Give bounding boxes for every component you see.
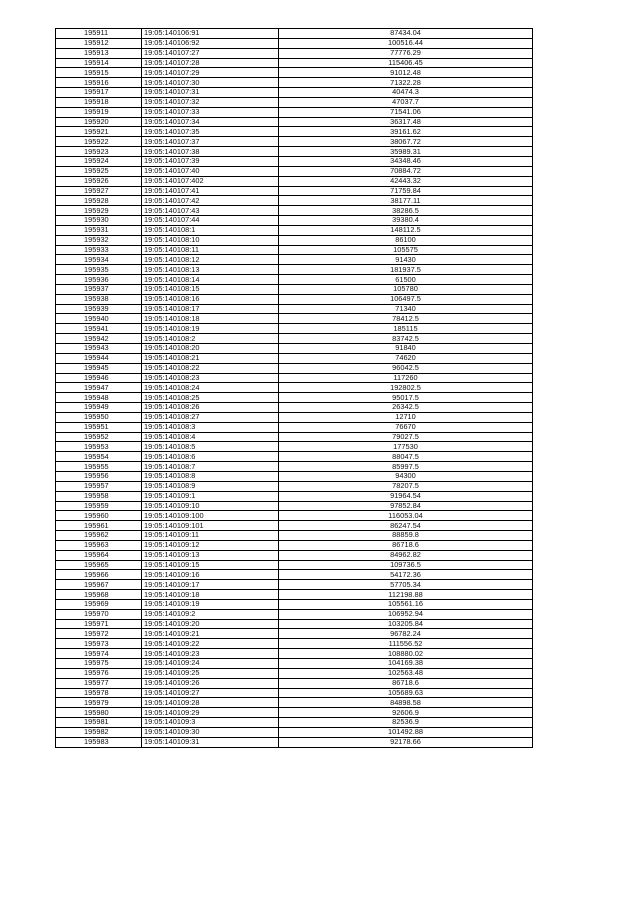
value-cell: 34348.46: [279, 156, 533, 166]
cadastral-number-cell: 19:05:140109:2: [142, 609, 279, 619]
value-cell: 76670: [279, 422, 533, 432]
row-id-cell: 195932: [56, 235, 142, 245]
row-id-cell: 195913: [56, 48, 142, 58]
row-id-cell: 195983: [56, 737, 142, 747]
table-row: [56, 718, 533, 728]
value-cell: 86718.6: [279, 678, 533, 688]
cadastral-number-cell: 19:05:140107:39: [142, 156, 279, 166]
value-cell: 71340: [279, 304, 533, 314]
row-id-cell: 195929: [56, 206, 142, 216]
cadastral-number-cell: 19:05:140109:12: [142, 540, 279, 550]
value-cell: 86718.6: [279, 540, 533, 550]
cadastral-number-cell: 19:05:140108:5: [142, 442, 279, 452]
value-cell: 40474.3: [279, 88, 533, 98]
table-row: [56, 206, 533, 216]
data-table: [55, 28, 533, 748]
cadastral-number-cell: 19:05:140107:32: [142, 97, 279, 107]
cadastral-number-cell: 19:05:140109:17: [142, 580, 279, 590]
value-cell: 71759.84: [279, 186, 533, 196]
cadastral-number-cell: 19:05:140108:3: [142, 422, 279, 432]
cadastral-number-cell: 19:05:140107:34: [142, 117, 279, 127]
table-row: [56, 78, 533, 88]
table-row: [56, 570, 533, 580]
table-row: [56, 176, 533, 186]
cadastral-number-cell: 19:05:140107:37: [142, 137, 279, 147]
row-id-cell: 195938: [56, 294, 142, 304]
table-row: [56, 137, 533, 147]
cadastral-number-cell: 19:05:140106:91: [142, 29, 279, 39]
cadastral-number-cell: 19:05:140109:23: [142, 649, 279, 659]
row-id-cell: 195948: [56, 393, 142, 403]
row-id-cell: 195970: [56, 609, 142, 619]
row-id-cell: 195912: [56, 38, 142, 48]
cadastral-number-cell: 19:05:140108:25: [142, 393, 279, 403]
cadastral-number-cell: 19:05:140108:6: [142, 452, 279, 462]
cadastral-number-cell: 19:05:140107:40: [142, 166, 279, 176]
table-row: [56, 245, 533, 255]
table-row: [56, 668, 533, 678]
value-cell: 116053.04: [279, 511, 533, 521]
row-id-cell: 195920: [56, 117, 142, 127]
cadastral-number-cell: 19:05:140109:29: [142, 708, 279, 718]
table-row: [56, 235, 533, 245]
value-cell: 84962.82: [279, 550, 533, 560]
table-row: [56, 393, 533, 403]
cadastral-number-cell: 19:05:140108:21: [142, 353, 279, 363]
cadastral-number-cell: 19:05:140107:42: [142, 196, 279, 206]
value-cell: 38286.5: [279, 206, 533, 216]
cadastral-number-cell: 19:05:140107:27: [142, 48, 279, 58]
row-id-cell: 195930: [56, 216, 142, 226]
cadastral-number-cell: 19:05:140108:20: [142, 344, 279, 354]
value-cell: 103205.84: [279, 619, 533, 629]
table-row: [56, 550, 533, 560]
row-id-cell: 195919: [56, 107, 142, 117]
value-cell: 177530: [279, 442, 533, 452]
value-cell: 91964.54: [279, 491, 533, 501]
row-id-cell: 195927: [56, 186, 142, 196]
cadastral-number-cell: 19:05:140108:13: [142, 265, 279, 275]
cadastral-number-cell: 19:05:140108:24: [142, 383, 279, 393]
table-row: [56, 225, 533, 235]
table-row: [56, 166, 533, 176]
table-row: [56, 265, 533, 275]
table-body: [56, 29, 533, 748]
row-id-cell: 195960: [56, 511, 142, 521]
row-id-cell: 195969: [56, 599, 142, 609]
value-cell: 38067.72: [279, 137, 533, 147]
cadastral-number-cell: 19:05:140107:30: [142, 78, 279, 88]
table-row: [56, 344, 533, 354]
cadastral-number-cell: 19:05:140109:16: [142, 570, 279, 580]
row-id-cell: 195953: [56, 442, 142, 452]
row-id-cell: 195934: [56, 255, 142, 265]
table-row: [56, 609, 533, 619]
table-row: [56, 698, 533, 708]
value-cell: 95017.5: [279, 393, 533, 403]
cadastral-number-cell: 19:05:140108:27: [142, 412, 279, 422]
table-row: [56, 727, 533, 737]
cadastral-number-cell: 19:05:140109:11: [142, 531, 279, 541]
value-cell: 106952.94: [279, 609, 533, 619]
value-cell: 97852.84: [279, 501, 533, 511]
value-cell: 111556.52: [279, 639, 533, 649]
table-row: [56, 314, 533, 324]
cadastral-number-cell: 19:05:140107:44: [142, 216, 279, 226]
table-row: [56, 521, 533, 531]
row-id-cell: 195949: [56, 403, 142, 413]
value-cell: 70884.72: [279, 166, 533, 176]
row-id-cell: 195922: [56, 137, 142, 147]
value-cell: 83742.5: [279, 334, 533, 344]
table-row: [56, 255, 533, 265]
cadastral-number-cell: 19:05:140109:31: [142, 737, 279, 747]
value-cell: 96782.24: [279, 629, 533, 639]
row-id-cell: 195957: [56, 481, 142, 491]
table-row: [56, 403, 533, 413]
value-cell: 74620: [279, 353, 533, 363]
row-id-cell: 195925: [56, 166, 142, 176]
table-row: [56, 373, 533, 383]
value-cell: 87434.04: [279, 29, 533, 39]
row-id-cell: 195964: [56, 550, 142, 560]
cadastral-number-cell: 19:05:140106:92: [142, 38, 279, 48]
cadastral-number-cell: 19:05:140109:24: [142, 659, 279, 669]
row-id-cell: 195976: [56, 668, 142, 678]
row-id-cell: 195962: [56, 531, 142, 541]
table-row: [56, 127, 533, 137]
table-row: [56, 97, 533, 107]
cadastral-number-cell: 19:05:140109:10: [142, 501, 279, 511]
cadastral-number-cell: 19:05:140108:19: [142, 324, 279, 334]
table-row: [56, 580, 533, 590]
value-cell: 105561.16: [279, 599, 533, 609]
value-cell: 12710: [279, 412, 533, 422]
value-cell: 185115: [279, 324, 533, 334]
value-cell: 88047.5: [279, 452, 533, 462]
value-cell: 102563.48: [279, 668, 533, 678]
value-cell: 39380.4: [279, 216, 533, 226]
row-id-cell: 195924: [56, 156, 142, 166]
cadastral-number-cell: 19:05:140108:17: [142, 304, 279, 314]
table-row: [56, 363, 533, 373]
cadastral-number-cell: 19:05:140109:21: [142, 629, 279, 639]
value-cell: 101492.88: [279, 727, 533, 737]
cadastral-number-cell: 19:05:140107:41: [142, 186, 279, 196]
cadastral-number-cell: 19:05:140108:15: [142, 284, 279, 294]
table-row: [56, 38, 533, 48]
value-cell: 61500: [279, 275, 533, 285]
value-cell: 88859.8: [279, 531, 533, 541]
table-row: [56, 511, 533, 521]
cadastral-number-cell: 19:05:140108:12: [142, 255, 279, 265]
cadastral-number-cell: 19:05:140108:11: [142, 245, 279, 255]
row-id-cell: 195978: [56, 688, 142, 698]
value-cell: 181937.5: [279, 265, 533, 275]
row-id-cell: 195947: [56, 383, 142, 393]
row-id-cell: 195942: [56, 334, 142, 344]
row-id-cell: 195959: [56, 501, 142, 511]
value-cell: 94300: [279, 471, 533, 481]
row-id-cell: 195944: [56, 353, 142, 363]
row-id-cell: 195973: [56, 639, 142, 649]
row-id-cell: 195946: [56, 373, 142, 383]
table-row: [56, 107, 533, 117]
table-row: [56, 117, 533, 127]
row-id-cell: 195914: [56, 58, 142, 68]
value-cell: 91430: [279, 255, 533, 265]
value-cell: 39161.62: [279, 127, 533, 137]
row-id-cell: 195961: [56, 521, 142, 531]
table-row: [56, 29, 533, 39]
row-id-cell: 195928: [56, 196, 142, 206]
row-id-cell: 195941: [56, 324, 142, 334]
cadastral-number-cell: 19:05:140109:25: [142, 668, 279, 678]
cadastral-number-cell: 19:05:140109:13: [142, 550, 279, 560]
table-row: [56, 649, 533, 659]
value-cell: 42443.32: [279, 176, 533, 186]
cadastral-number-cell: 19:05:140108:16: [142, 294, 279, 304]
cadastral-number-cell: 19:05:140107:29: [142, 68, 279, 78]
table-row: [56, 629, 533, 639]
table-row: [56, 599, 533, 609]
cadastral-number-cell: 19:05:140109:26: [142, 678, 279, 688]
table-row: [56, 491, 533, 501]
value-cell: 85997.5: [279, 462, 533, 472]
value-cell: 117260: [279, 373, 533, 383]
row-id-cell: 195977: [56, 678, 142, 688]
value-cell: 77776.29: [279, 48, 533, 58]
value-cell: 105780: [279, 284, 533, 294]
value-cell: 57705.34: [279, 580, 533, 590]
value-cell: 115406.45: [279, 58, 533, 68]
value-cell: 71322.28: [279, 78, 533, 88]
row-id-cell: 195918: [56, 97, 142, 107]
table-row: [56, 688, 533, 698]
table-row: [56, 471, 533, 481]
table-row: [56, 639, 533, 649]
row-id-cell: 195968: [56, 590, 142, 600]
table-row: [56, 68, 533, 78]
cadastral-number-cell: 19:05:140108:26: [142, 403, 279, 413]
cadastral-number-cell: 19:05:140109:18: [142, 590, 279, 600]
cadastral-number-cell: 19:05:140109:101: [142, 521, 279, 531]
table-row: [56, 275, 533, 285]
table-row: [56, 737, 533, 747]
value-cell: 106497.5: [279, 294, 533, 304]
table-row: [56, 619, 533, 629]
row-id-cell: 195979: [56, 698, 142, 708]
row-id-cell: 195923: [56, 147, 142, 157]
table-row: [56, 383, 533, 393]
cadastral-number-cell: 19:05:140109:1: [142, 491, 279, 501]
table-row: [56, 590, 533, 600]
value-cell: 104169.38: [279, 659, 533, 669]
table-row: [56, 334, 533, 344]
row-id-cell: 195943: [56, 344, 142, 354]
table-row: [56, 540, 533, 550]
table-row: [56, 186, 533, 196]
row-id-cell: 195945: [56, 363, 142, 373]
table-row: [56, 678, 533, 688]
value-cell: 91012.48: [279, 68, 533, 78]
value-cell: 78207.5: [279, 481, 533, 491]
table-row: [56, 156, 533, 166]
value-cell: 92606.9: [279, 708, 533, 718]
cadastral-number-cell: 19:05:140108:8: [142, 471, 279, 481]
table-row: [56, 304, 533, 314]
table-row: [56, 501, 533, 511]
value-cell: 86247.54: [279, 521, 533, 531]
table-row: [56, 412, 533, 422]
cadastral-number-cell: 19:05:140107:28: [142, 58, 279, 68]
value-cell: 38177.11: [279, 196, 533, 206]
table-row: [56, 147, 533, 157]
table-row: [56, 442, 533, 452]
table-row: [56, 422, 533, 432]
row-id-cell: 195937: [56, 284, 142, 294]
value-cell: 105689.63: [279, 688, 533, 698]
cadastral-number-cell: 19:05:140108:22: [142, 363, 279, 373]
cadastral-number-cell: 19:05:140107:38: [142, 147, 279, 157]
value-cell: 91840: [279, 344, 533, 354]
table-row: [56, 216, 533, 226]
cadastral-number-cell: 19:05:140108:14: [142, 275, 279, 285]
row-id-cell: 195921: [56, 127, 142, 137]
table-row: [56, 324, 533, 334]
row-id-cell: 195935: [56, 265, 142, 275]
row-id-cell: 195916: [56, 78, 142, 88]
value-cell: 96042.5: [279, 363, 533, 373]
value-cell: 47037.7: [279, 97, 533, 107]
value-cell: 36317.48: [279, 117, 533, 127]
row-id-cell: 195981: [56, 718, 142, 728]
cadastral-number-cell: 19:05:140109:3: [142, 718, 279, 728]
row-id-cell: 195926: [56, 176, 142, 186]
cadastral-number-cell: 19:05:140108:2: [142, 334, 279, 344]
row-id-cell: 195971: [56, 619, 142, 629]
value-cell: 35989.31: [279, 147, 533, 157]
row-id-cell: 195936: [56, 275, 142, 285]
value-cell: 78412.5: [279, 314, 533, 324]
row-id-cell: 195933: [56, 245, 142, 255]
cadastral-number-cell: 19:05:140108:9: [142, 481, 279, 491]
cadastral-number-cell: 19:05:140108:7: [142, 462, 279, 472]
row-id-cell: 195967: [56, 580, 142, 590]
value-cell: 71541.06: [279, 107, 533, 117]
table-row: [56, 481, 533, 491]
cadastral-number-cell: 19:05:140107:33: [142, 107, 279, 117]
row-id-cell: 195965: [56, 560, 142, 570]
row-id-cell: 195974: [56, 649, 142, 659]
cadastral-number-cell: 19:05:140109:27: [142, 688, 279, 698]
cadastral-number-cell: 19:05:140107:31: [142, 88, 279, 98]
value-cell: 26342.5: [279, 403, 533, 413]
cadastral-number-cell: 19:05:140109:19: [142, 599, 279, 609]
row-id-cell: 195911: [56, 29, 142, 39]
row-id-cell: 195931: [56, 225, 142, 235]
row-id-cell: 195951: [56, 422, 142, 432]
row-id-cell: 195954: [56, 452, 142, 462]
value-cell: 54172.36: [279, 570, 533, 580]
table-row: [56, 531, 533, 541]
row-id-cell: 195963: [56, 540, 142, 550]
table-row: [56, 560, 533, 570]
row-id-cell: 195972: [56, 629, 142, 639]
table-row: [56, 88, 533, 98]
table-row: [56, 196, 533, 206]
cadastral-number-cell: 19:05:140108:1: [142, 225, 279, 235]
value-cell: 192802.5: [279, 383, 533, 393]
value-cell: 109736.5: [279, 560, 533, 570]
row-id-cell: 195955: [56, 462, 142, 472]
value-cell: 105575: [279, 245, 533, 255]
row-id-cell: 195980: [56, 708, 142, 718]
cadastral-number-cell: 19:05:140109:30: [142, 727, 279, 737]
cadastral-number-cell: 19:05:140109:22: [142, 639, 279, 649]
cadastral-number-cell: 19:05:140108:4: [142, 432, 279, 442]
row-id-cell: 195939: [56, 304, 142, 314]
table-row: [56, 462, 533, 472]
table-row: [56, 294, 533, 304]
table-row: [56, 452, 533, 462]
row-id-cell: 195950: [56, 412, 142, 422]
table-row: [56, 708, 533, 718]
value-cell: 82536.9: [279, 718, 533, 728]
row-id-cell: 195975: [56, 659, 142, 669]
cadastral-number-cell: 19:05:140109:20: [142, 619, 279, 629]
value-cell: 108880.02: [279, 649, 533, 659]
value-cell: 84898.58: [279, 698, 533, 708]
table-row: [56, 432, 533, 442]
row-id-cell: 195956: [56, 471, 142, 481]
cadastral-number-cell: 19:05:140108:18: [142, 314, 279, 324]
cadastral-number-cell: 19:05:140109:100: [142, 511, 279, 521]
cadastral-number-cell: 19:05:140109:28: [142, 698, 279, 708]
table-row: [56, 48, 533, 58]
value-cell: 92178.66: [279, 737, 533, 747]
cadastral-number-cell: 19:05:140108:10: [142, 235, 279, 245]
row-id-cell: 195958: [56, 491, 142, 501]
value-cell: 112198.88: [279, 590, 533, 600]
row-id-cell: 195915: [56, 68, 142, 78]
row-id-cell: 195952: [56, 432, 142, 442]
table-row: [56, 58, 533, 68]
cadastral-number-cell: 19:05:140107:402: [142, 176, 279, 186]
cadastral-number-cell: 19:05:140108:23: [142, 373, 279, 383]
row-id-cell: 195982: [56, 727, 142, 737]
value-cell: 148112.5: [279, 225, 533, 235]
value-cell: 79027.5: [279, 432, 533, 442]
cadastral-number-cell: 19:05:140107:43: [142, 206, 279, 216]
row-id-cell: 195966: [56, 570, 142, 580]
value-cell: 100516.44: [279, 38, 533, 48]
value-cell: 86100: [279, 235, 533, 245]
row-id-cell: 195940: [56, 314, 142, 324]
row-id-cell: 195917: [56, 88, 142, 98]
cadastral-number-cell: 19:05:140107:35: [142, 127, 279, 137]
table-row: [56, 659, 533, 669]
table-row: [56, 284, 533, 294]
cadastral-number-cell: 19:05:140109:15: [142, 560, 279, 570]
table-row: [56, 353, 533, 363]
